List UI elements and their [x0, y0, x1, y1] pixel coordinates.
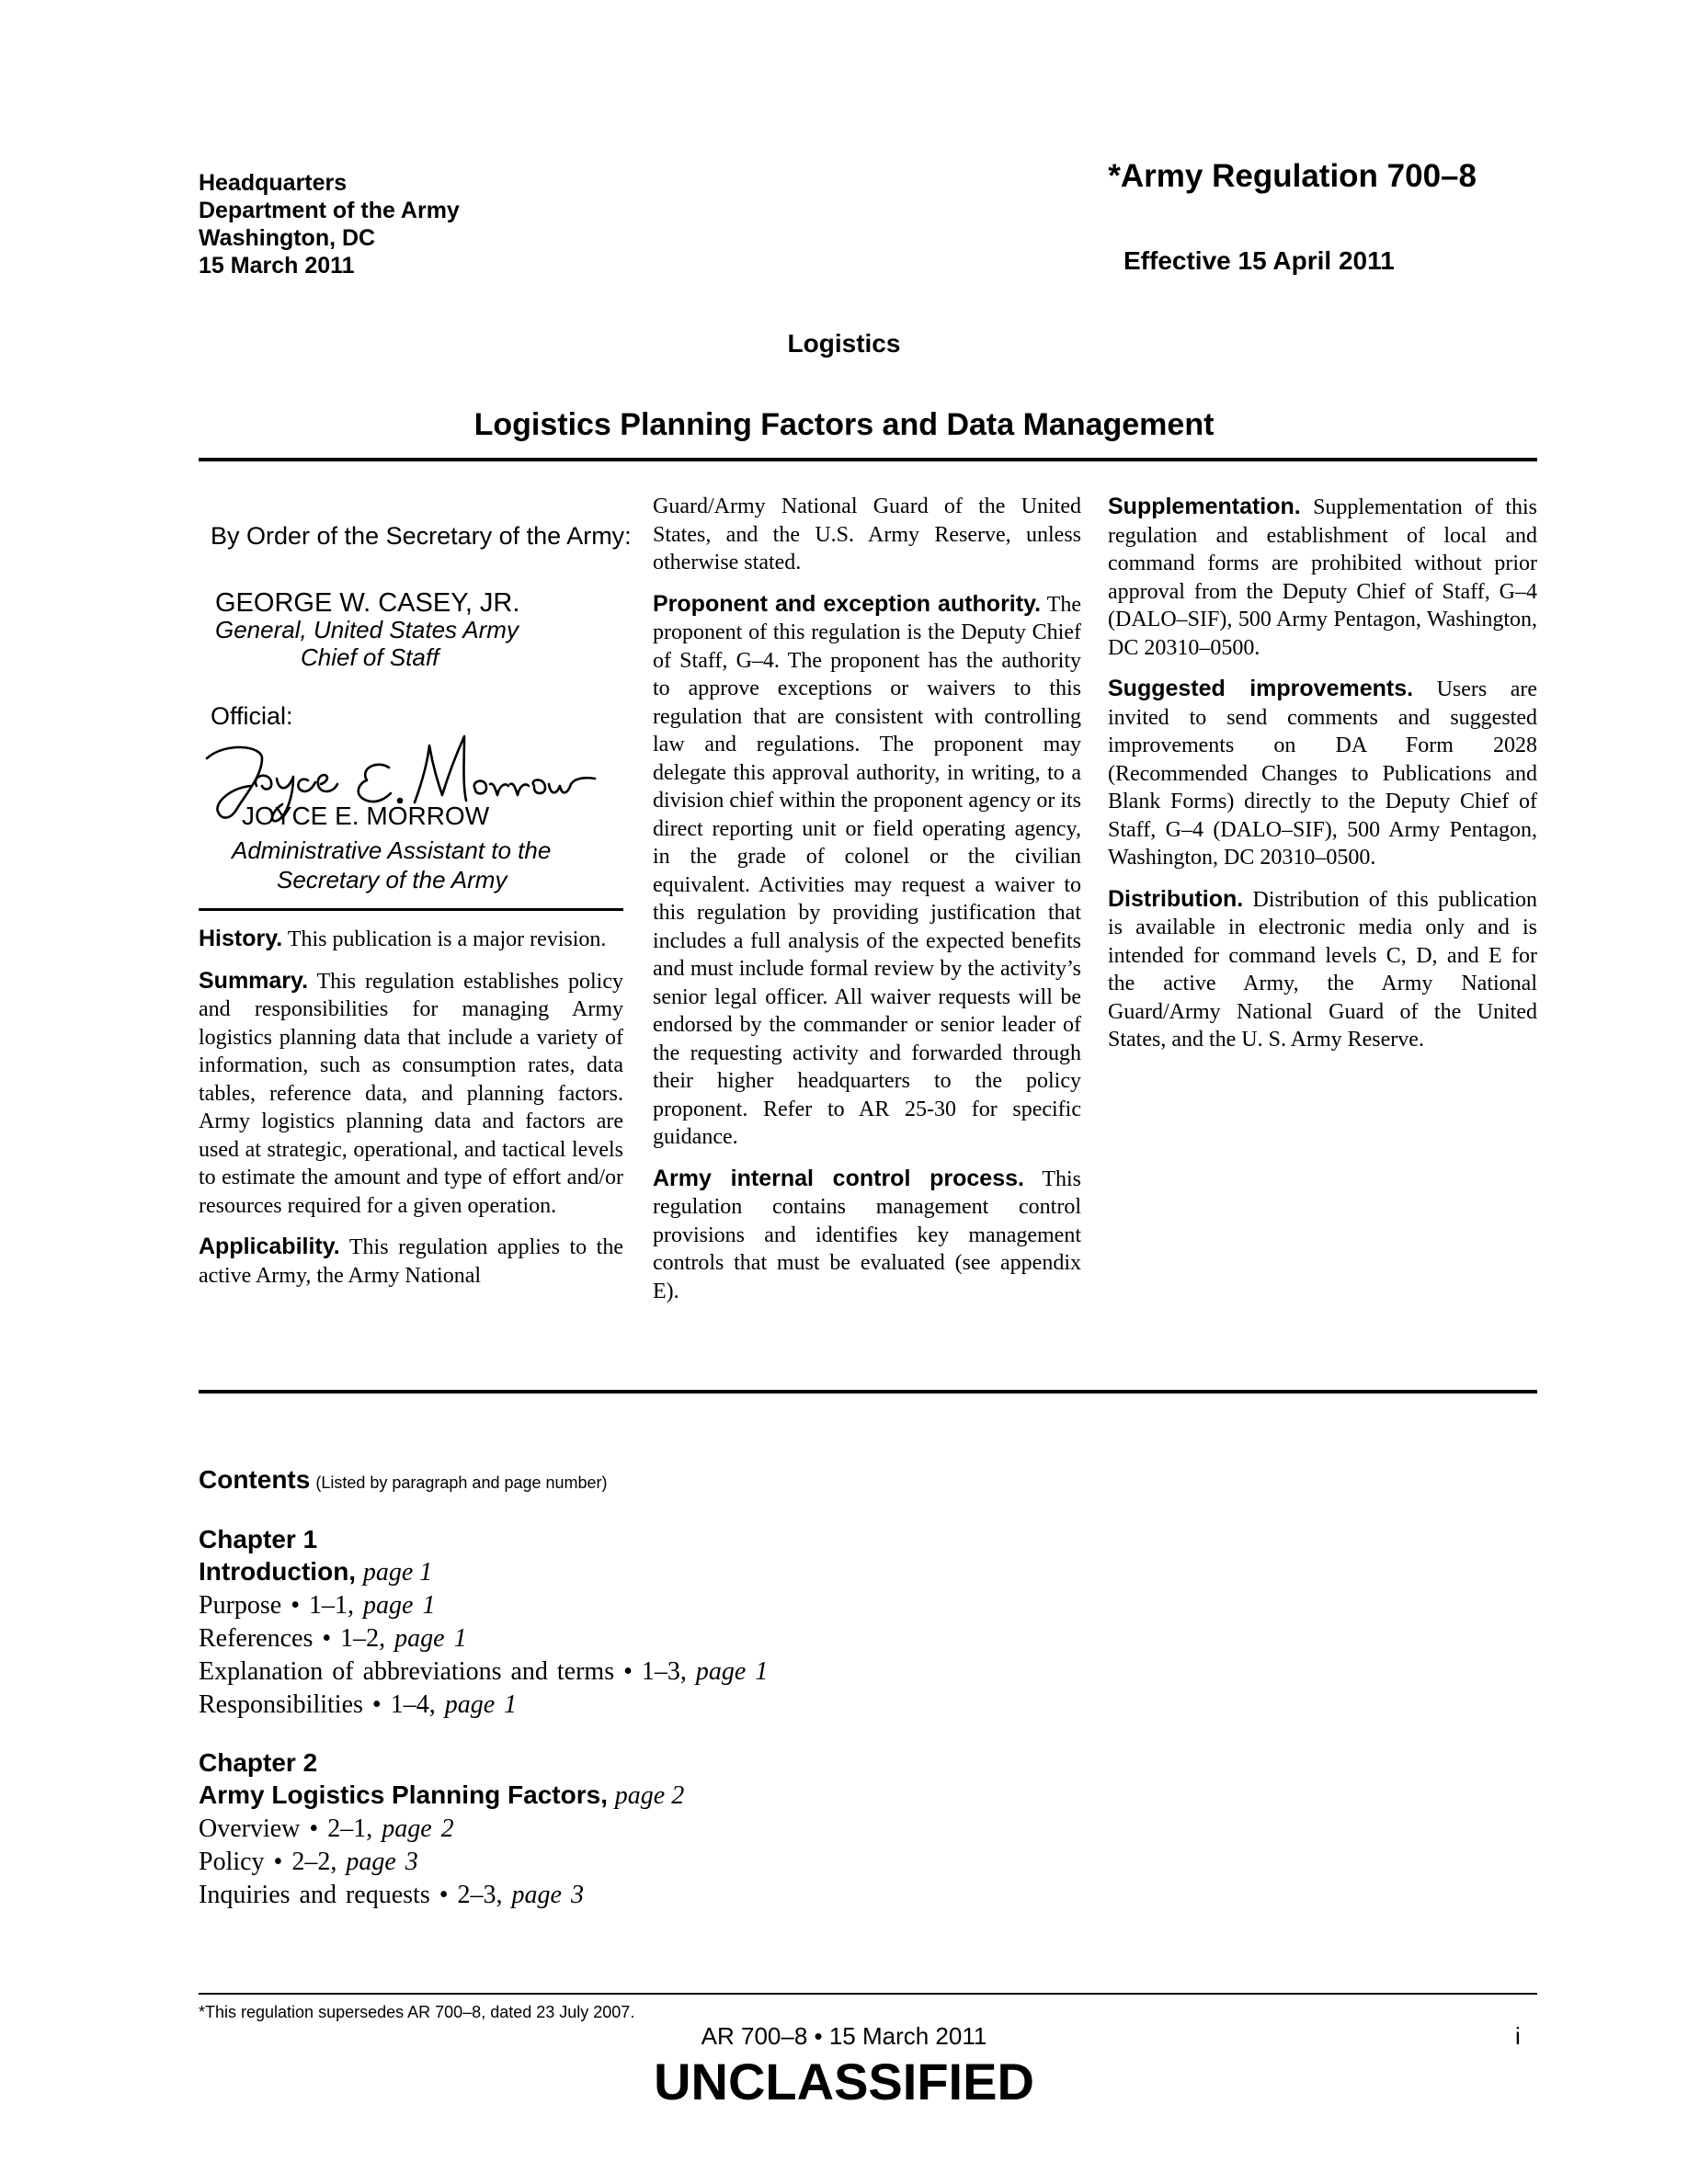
toc-entry-page: page 1 — [394, 1624, 467, 1653]
contents-title: Contents — [199, 1465, 311, 1494]
distribution-label: Distribution. — [1108, 885, 1244, 912]
history-paragraph — [199, 925, 623, 954]
history-label: History. — [199, 926, 283, 951]
running-footer: AR 700–8 • 15 March 2011 — [701, 2022, 987, 2050]
page-number: i — [1515, 2022, 1521, 2050]
supersedes-footnote: *This regulation supersedes AR 700–8, dated 23 July 2007. — [199, 2003, 635, 2021]
chapter-label: Chapter 1 — [199, 1525, 318, 1553]
column-middle — [653, 493, 1081, 1318]
proponent-label: Proponent and exception authority. — [653, 590, 1042, 617]
proponent-text: The proponent of this regulation is the Deputy Chief of Staff, G–4. The proponent has the authority to approve exceptions or waivers to this regulation that are consistent with controlling law and regulations. The proponent may delegate this approval authority, in writing, to a division chief within the proponent agency or its direct reporting unit or field operating agency, in the grade of colonel or the civilian equivalent. Activities may request a waiver to this regulation by providing justification that includes a full analysis of the expected benefits and must include formal review by the activity’s senior legal officer. All waiver requests will be endorsed by the commander or senior leader of the requesting activity and forwarded through their higher headquarters to the policy proponent. Refer to AR 25-30 for specific guidance. — [653, 592, 1081, 1149]
improvements-paragraph — [1108, 675, 1537, 872]
chapter-title-link[interactable] — [199, 1779, 1302, 1813]
toc-entry-text: Overview • 2–1, — [199, 1814, 373, 1843]
column-right — [1108, 493, 1537, 1067]
subject-heading: Logistics — [787, 329, 901, 358]
regulation-number: *Army Regulation 700–8 — [1108, 158, 1477, 194]
supplementation-paragraph — [1108, 493, 1537, 662]
supplementation-label: Supplementation. — [1108, 494, 1301, 519]
summary-text: This regulation establishes policy and responsibilities for managing Army logistics planning data that include a variety of information, such as consumption rates, data tables, reference data, and planning factors. Army logistics planning data and factors are used at strategic, operational, and tactical levels to estimate the amount and type of effort and/or resources required for a given operation. — [199, 969, 623, 1218]
improvements-text: Users are invited to send comments and suggested improvements on DA Form 2028 (Recommended Changes to Publications and Blank Forms) directly to the Deputy Chief of Staff, G–4 (DALO–SIF), 500 Army Pentagon, Washington, DC 20310–0500. — [1108, 677, 1538, 870]
toc-entry[interactable] — [199, 1689, 1302, 1722]
chapter-label: Chapter 2 — [199, 1748, 318, 1777]
supplementation-text: Supplementation of this regulation and establishment of local and command forms are prohibited without prior approval from the Deputy Chief of Staff, G–4 (DALO–SIF), 500 Army Pentagon, Washington, DC 20310–0500. — [1108, 495, 1538, 660]
hq-line: Headquarters — [199, 170, 348, 196]
internal-control-label: Army internal control process. — [653, 1165, 1024, 1191]
by-order-line: By Order of the Secretary of the Army: — [211, 522, 632, 550]
chapter-page: page 1 — [362, 1558, 433, 1587]
applicability-label: Applicability. — [199, 1234, 340, 1259]
toc-entry-page: page 3 — [511, 1881, 584, 1909]
applicability-continued: Guard/Army National Guard of the United States, and the U.S. Army Reserve, unless otherwise stated. — [653, 495, 1081, 574]
toc-entry-page: page 1 — [695, 1657, 769, 1686]
chapter-2 — [199, 1747, 1302, 1912]
headquarters-block — [199, 169, 460, 279]
distribution-text: Distribution of this publication is available in electronic media only and is intended for command levels C, D, and E for the active Army, the Army National Guard/Army National Guard of the United States, and the U. S. Army Reserve. — [1108, 887, 1537, 1052]
title-rule — [199, 458, 1537, 461]
chapter-1 — [199, 1524, 1302, 1722]
internal-control-text: This regulation contains management control provisions and identifies key management controls that must be evaluated (see appendix E). — [653, 1166, 1081, 1303]
footnote-rule — [199, 1993, 1537, 1995]
toc-entry-text: Purpose • 1–1, — [199, 1591, 355, 1620]
toc-entry-page: page 2 — [382, 1814, 454, 1843]
chief-name: GEORGE W. CASEY, JR. — [215, 588, 520, 618]
chief-title: Chief of Staff — [301, 643, 439, 671]
contents-heading — [199, 1465, 608, 1495]
hq-line: Department of the Army — [199, 198, 460, 223]
toc-entry[interactable] — [199, 1813, 1302, 1846]
toc-entry[interactable] — [199, 1655, 1302, 1689]
history-text: This publication is a major revision. — [287, 927, 607, 951]
proponent-paragraph — [653, 590, 1081, 1152]
distribution-paragraph — [1108, 885, 1537, 1054]
toc-entry-page: page 1 — [444, 1690, 518, 1719]
toc-entry-page: page 3 — [346, 1848, 418, 1876]
official-title: Administrative Assistant to the — [232, 836, 552, 864]
applicability-paragraph — [199, 1233, 623, 1290]
toc-entry[interactable] — [199, 1879, 1302, 1912]
official-label: Official: — [211, 702, 293, 730]
toc-entry[interactable] — [199, 1589, 1302, 1622]
summary-label: Summary. — [199, 967, 309, 994]
column-left — [199, 925, 623, 1302]
toc-entry[interactable] — [199, 1846, 1302, 1879]
signature-rule — [199, 908, 623, 911]
toc-entry[interactable] — [199, 1622, 1302, 1655]
classification-marking: UNCLASSIFIED — [654, 2053, 1034, 2110]
toc-entry-page: page 1 — [363, 1591, 436, 1620]
toc-entry-text: Policy • 2–2, — [199, 1848, 337, 1876]
chapter-title: Army Logistics Planning Factors, — [199, 1780, 608, 1809]
summary-paragraph — [199, 967, 623, 1221]
toc-entry-text: Responsibilities • 1–4, — [199, 1690, 436, 1719]
improvements-label: Suggested improvements. — [1108, 676, 1414, 701]
effective-date: Effective 15 April 2011 — [1123, 246, 1395, 275]
toc-entry-text: Inquiries and requests • 2–3, — [199, 1881, 503, 1909]
official-name: JOYCE E. MORROW — [242, 802, 490, 830]
toc-entry-text: Explanation of abbreviations and terms • 1–3, — [199, 1657, 687, 1686]
document-title: Logistics Planning Factors and Data Management — [473, 407, 1215, 442]
chapter-page: page 2 — [614, 1781, 685, 1810]
hq-line: Washington, DC — [199, 225, 376, 251]
section-rule — [199, 1390, 1537, 1393]
toc-entry-text: References • 1–2, — [199, 1624, 386, 1653]
chief-title: General, United States Army — [215, 616, 519, 643]
chapter-title: Introduction, — [199, 1557, 357, 1586]
applicability-text: This regulation applies to the active Army, the Army National — [199, 1235, 623, 1288]
table-of-contents — [199, 1524, 1302, 1938]
official-title: Secretary of the Army — [277, 866, 508, 893]
hq-line: 15 March 2011 — [199, 253, 355, 279]
chapter-title-link[interactable] — [199, 1555, 1302, 1589]
internal-control-paragraph — [653, 1165, 1081, 1306]
contents-subtitle: (Listed by paragraph and page number) — [315, 1473, 608, 1492]
